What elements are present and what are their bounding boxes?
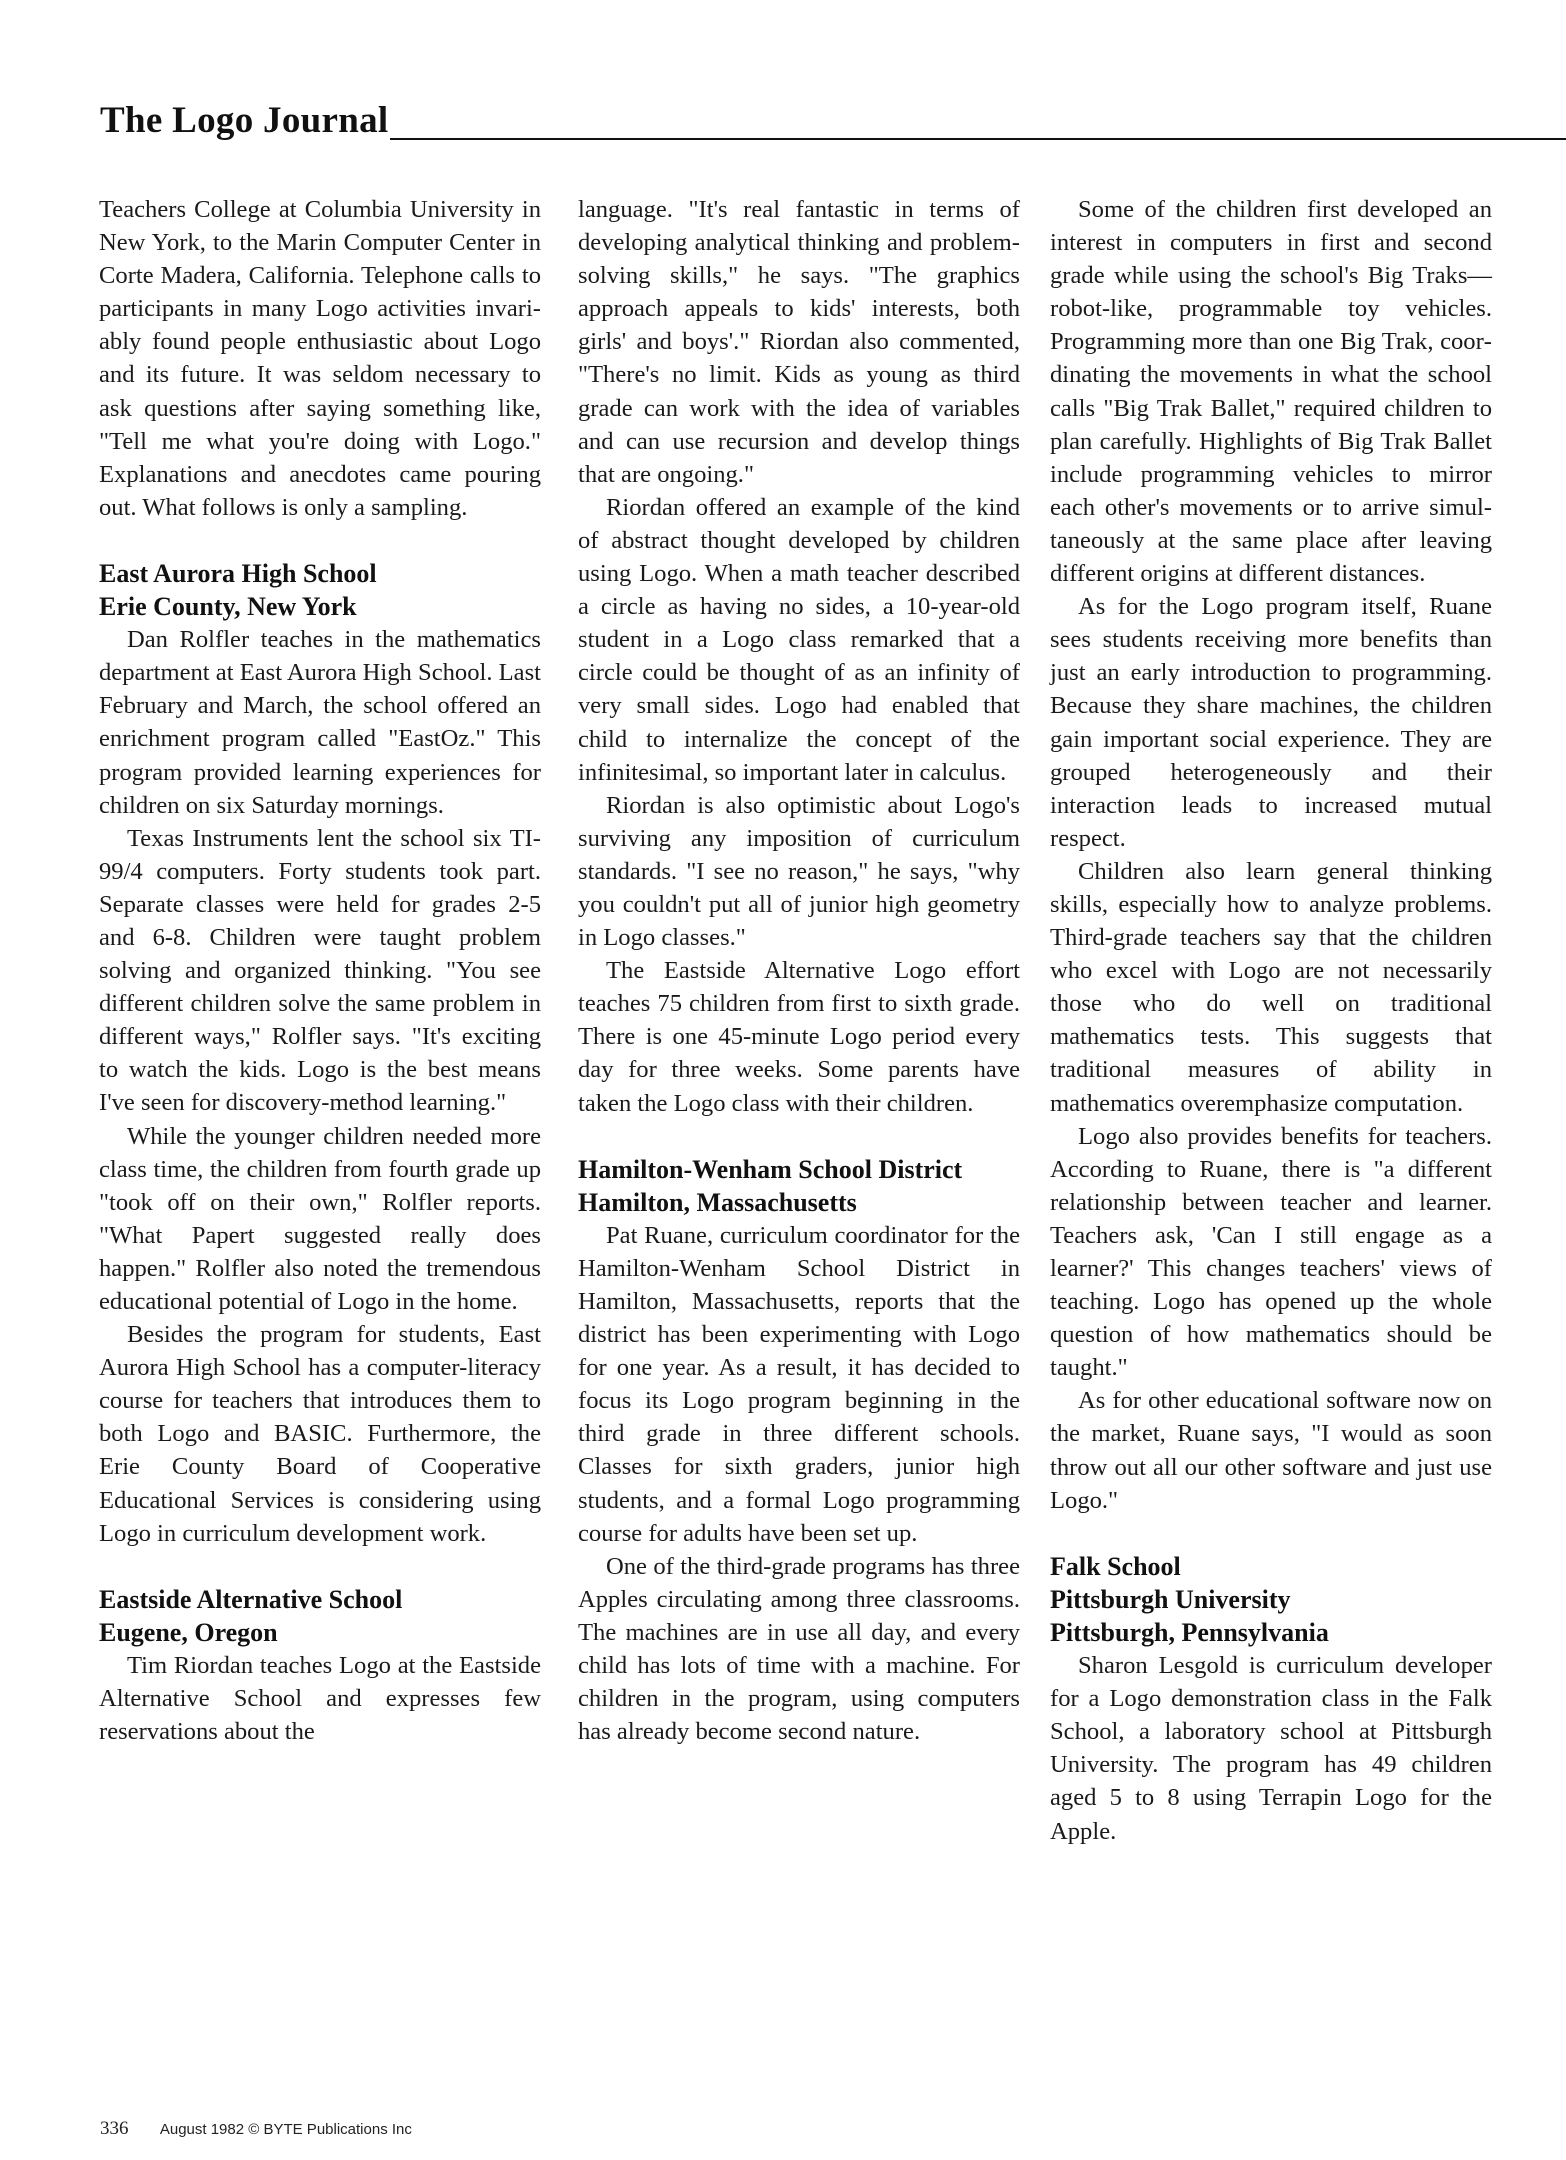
paragraph: Tim Riordan teaches Logo at the Eastside Alternative School and expresses few reservations about the [99, 1651, 541, 1746]
section-gap [99, 1550, 541, 1583]
section-heading: Eastside Alternative School [99, 1584, 403, 1614]
paragraph: Dan Rolfler teaches in the mathematics department at East Aurora High School. Last February and March, the school offered an enrichment program called "EastOz." This program provided learning experiences for children on six Saturday mornings. [99, 626, 541, 819]
section-subheading: Pittsburgh, Pennsylvania [1050, 1617, 1329, 1647]
journal-title: The Logo Journal [100, 100, 389, 141]
paragraph: Pat Ruane, curriculum coordinator for the Hamilton-Wenham School District in Hamilton, Massachusetts, reports that the district has been experimenting with Logo for one year. As a result, it has decided to focus its Logo program beginning in the third grade in three different schools. Classes for sixth graders, junior high students, and a formal Logo programming course for adults have been set up. [578, 1221, 1020, 1547]
paragraph: Riordan is also optimistic about Logo's surviving any imposition of curriculum standards. "I see no reason," he says, "why you couldn't put all of junior high geometry in Logo classes." [578, 791, 1020, 952]
section-subheading: Pittsburgh University [1050, 1584, 1291, 1614]
page-number: 336 [100, 2118, 129, 2139]
section-heading: East Aurora High School [99, 558, 377, 588]
section-gap [578, 1120, 1020, 1153]
paragraph: Some of the children first developed an interest in computers in first and second grade while using the school's Big Traks—robot-like, programmable toy vehicles. Programming more than one Big Trak, coordinating the movements in what the school calls "Big Trak Ballet," required children to plan carefully. Highlights of Big Trak Ballet include programming vehicles to mirror each other's movements or to arrive simultaneously at the same place after leaving different origins at different distances. [1050, 196, 1492, 588]
column-2 [578, 193, 1020, 1748]
section-heading: Falk School [1050, 1551, 1181, 1581]
paragraph: Besides the program for students, East Aurora High School has a computer-literacy course for teachers that introduces them to both Logo and BASIC. Furthermore, the Erie County Board of Cooperative Educational Services is considering using Logo in curriculum development work. [99, 1321, 541, 1547]
paragraph: One of the third-grade programs has three Apples circulating among three classrooms. The machines are in use all day, and every child has lots of time with a machine. For children in the program, using computers has already become second nature. [578, 1552, 1020, 1746]
section-gap [99, 524, 541, 557]
section-subheading: Hamilton, Massachusetts [578, 1187, 857, 1217]
paragraph: Children also learn general thinking skills, especially how to analyze problems. Third-grade teachers say that the children who excel with Logo are not necessarily those who do well on traditional mathematics tests. This suggests that traditional measures of ability in mathematics overemphasize computation. [1050, 857, 1492, 1117]
header-rule [390, 138, 1566, 140]
paragraph: As for the Logo program itself, Ruane sees students receiving more benefits than just an early introduction to programming. Because they share machines, the children gain important social experience. They are grouped heterogeneously and their interaction leads to increased mutual respect. [1050, 593, 1492, 852]
paragraph: language. "It's real fantastic in terms of developing analytical thinking and problem-solving skills," he says. "The graphics approach appeals to kids' interests, both girls' and boys'." Riordan also commented, "There's no limit. Kids as young as third grade can work with the idea of variables and can use recursion and develop things that are ongoing." [578, 196, 1020, 488]
paragraph: Logo also provides benefits for teachers. According to Ruane, there is "a different relationship between teacher and learner. Teachers ask, 'Can I still engage as a learner?' This changes teachers' views of teaching. Logo has opened up the whole question of how mathematics should be taught." [1050, 1122, 1492, 1382]
paragraph: Texas Instruments lent the school six TI-99/4 computers. Forty students took part. Separate classes were held for grades 2-5 and 6-8. Children were taught problem solving and organized thinking. "You see different children solve the same problem in different ways," Rolfler says. "It's exciting to watch the kids. Logo is the best means I've seen for discovery-method learning." [99, 824, 541, 1117]
paragraph: Teachers College at Columbia University in New York, to the Marin Computer Center in Corte Madera, California. Telephone calls to participants in many Logo activities invariably found people enthusiastic about Logo and its future. It was seldom necessary to ask questions after saying something like, "Tell me what you're doing with Logo." Explanations and anecdotes came pouring out. What follows is only a sampling. [99, 196, 541, 521]
page-footer [100, 2118, 412, 2140]
paragraph: The Eastside Alternative Logo effort teaches 75 children from first to sixth grade. There is one 45-minute Logo period every day for three weeks. Some parents have taken the Logo class with their children. [578, 957, 1020, 1117]
section-gap [1050, 1517, 1492, 1550]
column-1 [99, 193, 541, 1748]
page-header [100, 98, 1566, 144]
paragraph: Sharon Lesgold is curriculum developer for a Logo demonstration class in the Falk School, a laboratory school at Pittsburgh University. The program has 49 children aged 5 to 8 using Terrapin Logo for the Apple. [1050, 1652, 1492, 1845]
paragraph: Riordan offered an example of the kind of abstract thought developed by children using Logo. When a math teacher described a circle as having no sides, a 10-year-old student in a Logo class remarked that a circle could be thought of as an infinity of very small sides. Logo had enabled that child to internalize the concept of the infinitesimal, so important later in calculus. [578, 493, 1020, 786]
publication-credit: August 1982 © BYTE Publications Inc [159, 2121, 412, 2138]
paragraph: While the younger children needed more class time, the children from fourth grade up "took off on their own," Rolfler reports. "What Papert suggested really does happen." Rolfler also noted the tremendous educational potential of Logo in the home. [99, 1122, 541, 1315]
column-3 [1050, 193, 1492, 1848]
section-heading: Hamilton-Wenham School District [578, 1154, 963, 1184]
paragraph: As for other educational software now on the market, Ruane says, "I would as soon throw out all our other software and just use Logo." [1050, 1387, 1492, 1514]
section-subheading: Erie County, New York [99, 592, 357, 622]
section-subheading: Eugene, Oregon [99, 1617, 278, 1647]
